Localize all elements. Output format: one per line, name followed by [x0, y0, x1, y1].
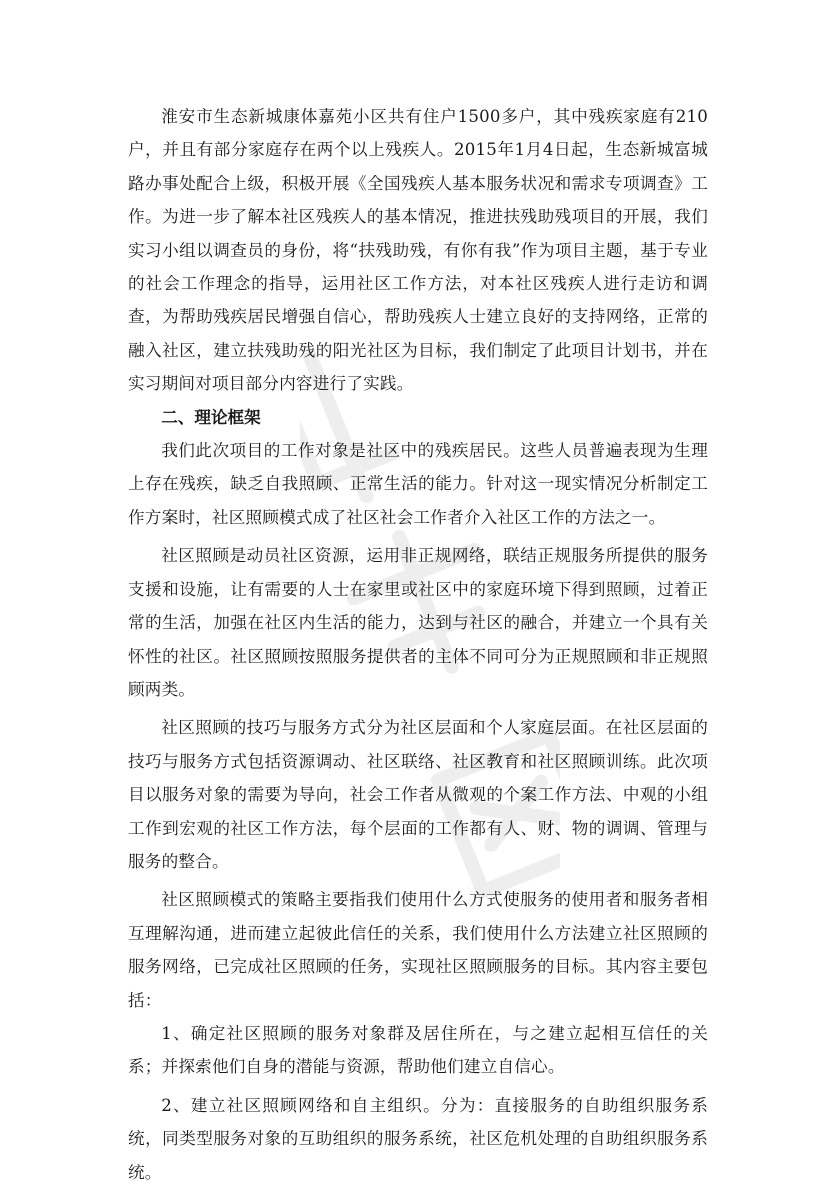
list-item-1: 1、确定社区照顾的服务对象群及居住所在，与之建立起相互信任的关系；并探索他们自身的潜能与资源，帮助他们建立自信心。 [128, 1023, 708, 1077]
framework-paragraph-4: 社区照顾模式的策略主要指我们使用什么方式使服务的使用者和服务者相互理解沟通，进而建立起彼此信任的关系，我们使用什么方法建立社区照顾的服务网络，已完成社区照顾的任务，实现社区照顾服务的目标。其内容主要包括： [128, 890, 708, 1010]
framework-paragraph-2: 社区照顾是动员社区资源，运用非正规网络，联结正规服务所提供的服务支援和设施，让有需要的人士在家里或社区中的家庭环境下得到照顾，过着正常的生活，加强在社区内生活的能力，达到与社区的融合，并建立一个具有关怀性的社区。社区照顾按照服务提供者的主体不同可分为正规照顾和非正规照顾两类。 [128, 546, 708, 699]
list-item-2: 2、建立社区照顾网络和自主组织。分为：直接服务的自助组织服务系统，同类型服务对象的互助组织的服务系统，社区危机处理的自助组织服务系统。 [128, 1095, 708, 1182]
section-heading: 二、理论框架 [161, 407, 261, 427]
framework-paragraph-1: 我们此次项目的工作对象是社区中的残疾居民。这些人员普遍表现为生理上存在残疾，缺乏自我照顾、正常生活的能力。针对这一现实情况分析制定工作方案时，社区照顾模式成了社区社会工作者介入社区工作的方法之一。 [128, 441, 708, 527]
document-body [128, 100, 708, 1189]
intro-paragraph: 淮安市生态新城康体嘉苑小区共有住户1500多户，其中残疾家庭有210户，并且有部分家庭存在两个以上残疾人。2015年1月4日起，生态新城富城路办事处配合上级，积极开展《全国残疾人基本服务状况和需求专项调查》工作。为进一步了解本社区残疾人的基本情况，推进扶残助残项目的开展，我们实习小组以调查员的身份，将“扶残助残，有你有我”作为项目主题，基于专业的社会工作理念的指导，运用社区工作方法，对本社区残疾人进行走访和调查，为帮助残疾居民增强自信心，帮助残疾人士建立良好的支持网络，正常的融入社区，建立扶残助残的阳光社区为目标，我们制定了此项目计划书，并在实习期间对项目部分内容进行了实践。 [128, 107, 708, 394]
framework-paragraph-3: 社区照顾的技巧与服务方式分为社区层面和个人家庭层面。在社区层面的技巧与服务方式包括资源调动、社区联络、社区教育和社区照顾训练。此次项目以服务对象的需要为导向，社会工作者从微观的个案工作方法、中观的小组工作到宏观的社区工作方法，每个层面的工作都有人、财、物的调调、管理与服务的整合。 [128, 718, 708, 871]
